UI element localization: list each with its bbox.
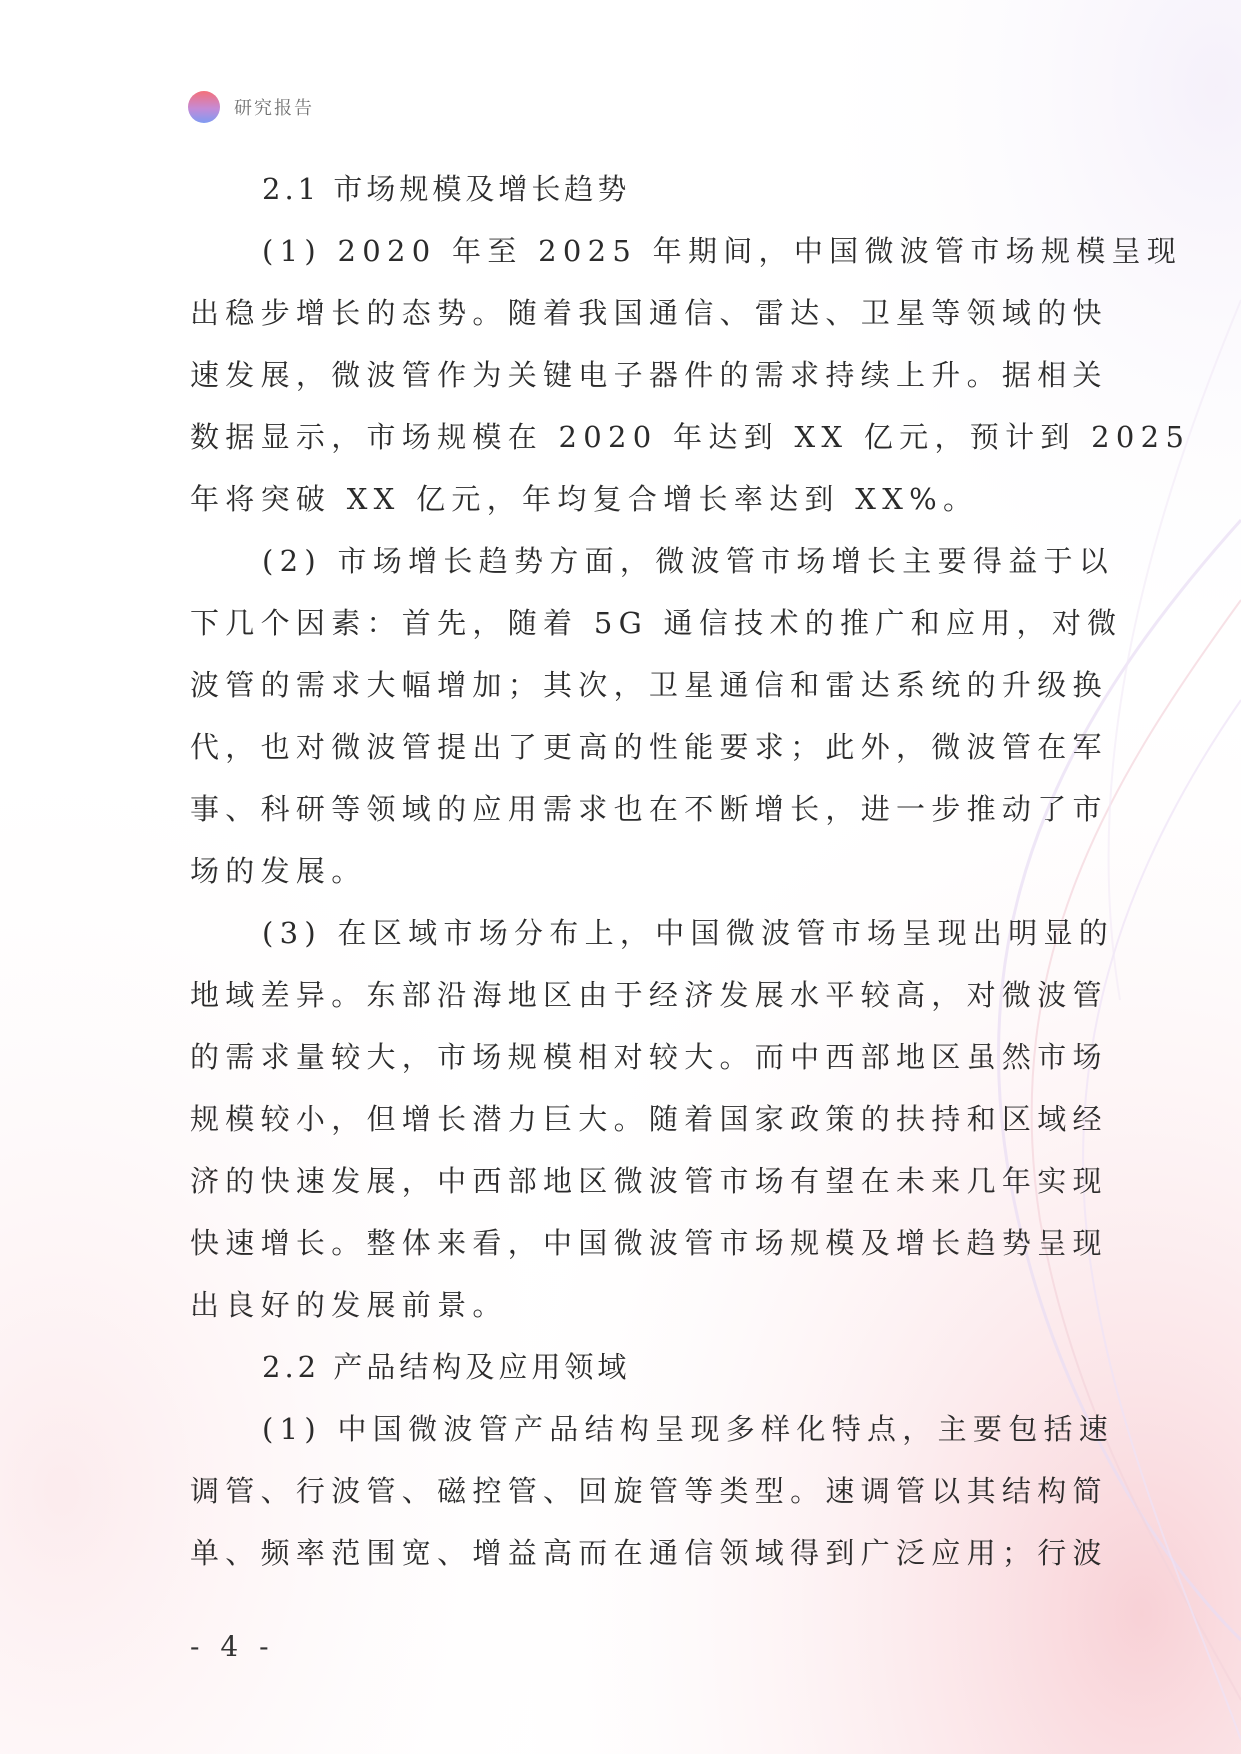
paragraph-line: 代，也对微波管提出了更高的性能要求；此外，微波管在军 — [190, 730, 1108, 764]
paragraph-line: 年将突破 XX 亿元，年均复合增长率达到 XX%。 — [190, 482, 979, 516]
paragraph-line: 调管、行波管、磁控管、回旋管等类型。速调管以其结构简 — [190, 1474, 1108, 1508]
document-body — [190, 158, 1191, 1584]
paragraph-line: 出良好的发展前景。 — [190, 1288, 508, 1322]
paragraph-line: 地域差异。东部沿海地区由于经济发展水平较高，对微波管 — [190, 978, 1108, 1012]
logo-circle-icon — [188, 91, 220, 123]
paragraph-line: 快速增长。整体来看，中国微波管市场规模及增长趋势呈现 — [190, 1226, 1108, 1260]
paragraph-line: 事、科研等领域的应用需求也在不断增长，进一步推动了市 — [190, 792, 1108, 826]
paragraph-line: 波管的需求大幅增加；其次，卫星通信和雷达系统的升级换 — [190, 668, 1108, 702]
section-heading: 2.2 产品结构及应用领域 — [262, 1350, 631, 1384]
paragraph-line: 单、频率范围宽、增益高而在通信领域得到广泛应用；行波 — [190, 1536, 1108, 1570]
section-heading: 2.1 市场规模及增长趋势 — [262, 172, 631, 206]
paragraph-line: 的需求量较大，市场规模相对较大。而中西部地区虽然市场 — [190, 1040, 1108, 1074]
paragraph-line: (2) 市场增长趋势方面，微波管市场增长主要得益于以 — [262, 544, 1115, 578]
page-number: - 4 - — [190, 1630, 275, 1663]
paragraph-line: 场的发展。 — [190, 854, 367, 888]
paragraph-line: 规模较小，但增长潜力巨大。随着国家政策的扶持和区域经 — [190, 1102, 1108, 1136]
paragraph-line: (1) 2020 年至 2025 年期间，中国微波管市场规模呈现 — [262, 234, 1183, 268]
paragraph-line: 数据显示，市场规模在 2020 年达到 XX 亿元，预计到 2025 — [190, 420, 1191, 454]
report-header — [188, 90, 314, 124]
paragraph-line: 速发展，微波管作为关键电子器件的需求持续上升。据相关 — [190, 358, 1108, 392]
header-title: 研究报告 — [234, 98, 314, 119]
paragraph-line: 下几个因素：首先，随着 5G 通信技术的推广和应用，对微 — [190, 606, 1123, 640]
paragraph-line: (1) 中国微波管产品结构呈现多样化特点，主要包括速 — [262, 1412, 1115, 1446]
paragraph-line: 出稳步增长的态势。随着我国通信、雷达、卫星等领域的快 — [190, 296, 1108, 330]
paragraph-line: 济的快速发展，中西部地区微波管市场有望在未来几年实现 — [190, 1164, 1108, 1198]
paragraph-line: (3) 在区域市场分布上，中国微波管市场呈现出明显的 — [262, 916, 1115, 950]
